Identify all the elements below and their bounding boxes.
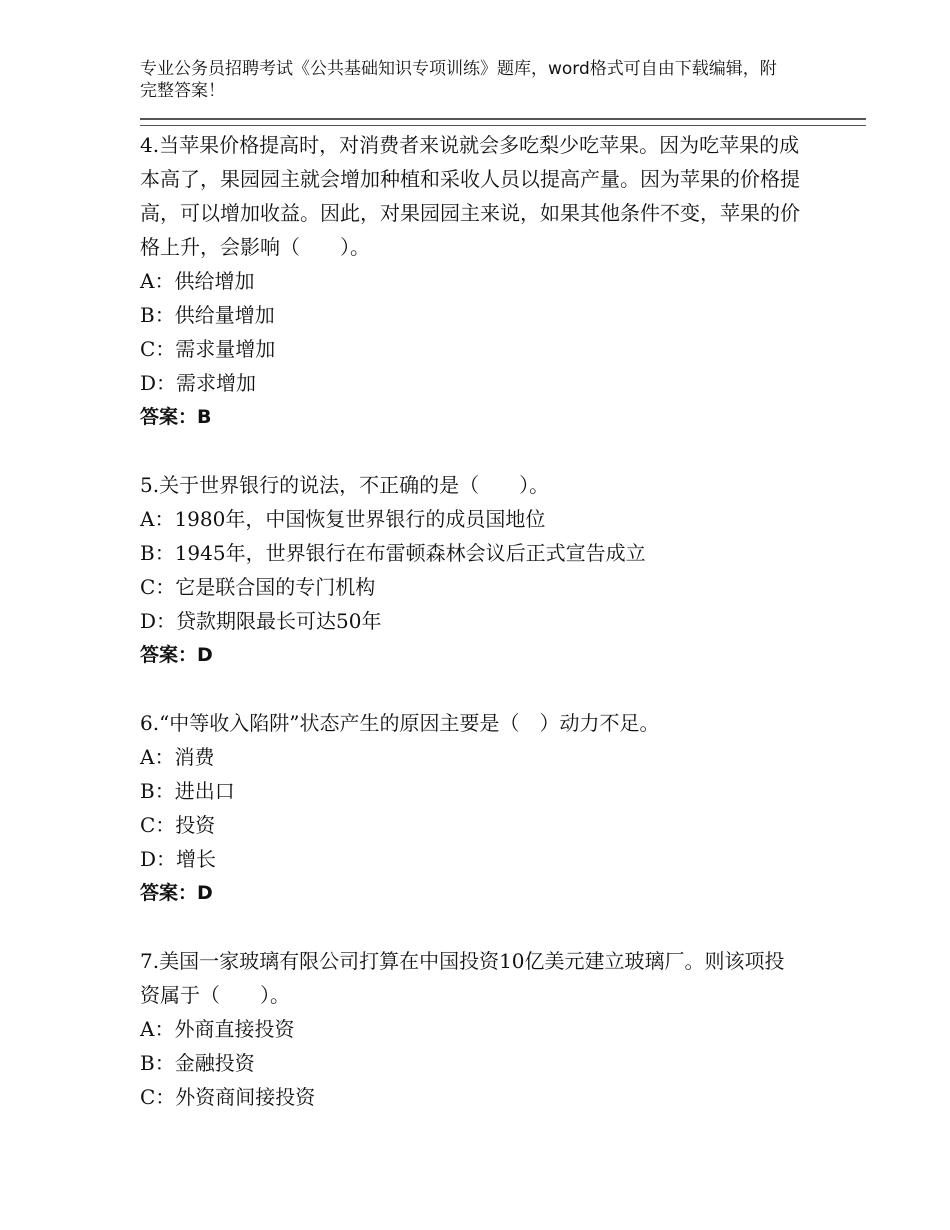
question-6 <box>140 706 800 910</box>
answer: 答案：B <box>140 406 212 428</box>
option-b: B：金融投资 <box>140 1051 255 1075</box>
option-b: B：进出口 <box>140 779 235 803</box>
option-c: C：外资商间接投资 <box>140 1085 316 1109</box>
question-5 <box>140 468 800 672</box>
option-a: A：外商直接投资 <box>140 1017 295 1041</box>
question-4 <box>140 128 800 434</box>
option-a: A：1980年，中国恢复世界银行的成员国地位 <box>140 507 546 531</box>
option-c: C：需求量增加 <box>140 337 276 361</box>
header-divider <box>140 118 866 126</box>
answer: 答案：D <box>140 882 213 904</box>
option-b: B：1945年，世界银行在布雷顿森林会议后正式宣告成立 <box>140 541 646 565</box>
option-c: C：投资 <box>140 813 216 837</box>
question-7 <box>140 944 800 1114</box>
document-header: 专业公务员招聘考试《公共基础知识专项训练》题库，word格式可自由下载编辑，附完整答案！ <box>140 59 777 101</box>
answer: 答案：D <box>140 644 213 666</box>
option-a: A：消费 <box>140 745 215 769</box>
option-d: D：增长 <box>140 847 217 871</box>
option-d: D：贷款期限最长可达50年 <box>140 609 382 633</box>
option-b: B：供给量增加 <box>140 303 275 327</box>
question-stem: 4.当苹果价格提高时，对消费者来说就会多吃梨少吃苹果。因为吃苹果的成本高了，果园园主就会增加种植和采收人员以提高产量。因为苹果的价格提高，可以增加收益。因此，对果园园主来说，如果其他条件不变，苹果的价格上升，会影响（ ）。 <box>140 133 800 259</box>
option-c: C：它是联合国的专门机构 <box>140 575 376 599</box>
question-stem: 5.关于世界银行的说法，不正确的是（ ）。 <box>140 473 550 497</box>
question-list <box>140 128 800 1114</box>
question-stem: 7.美国一家玻璃有限公司打算在中国投资10亿美元建立玻璃厂。则该项投资属于（ ）。 <box>140 949 785 1007</box>
option-d: D：需求增加 <box>140 371 257 395</box>
option-a: A：供给增加 <box>140 269 255 293</box>
question-stem: 6.“中等收入陷阱”状态产生的原因主要是（ ）动力不足。 <box>140 711 660 735</box>
